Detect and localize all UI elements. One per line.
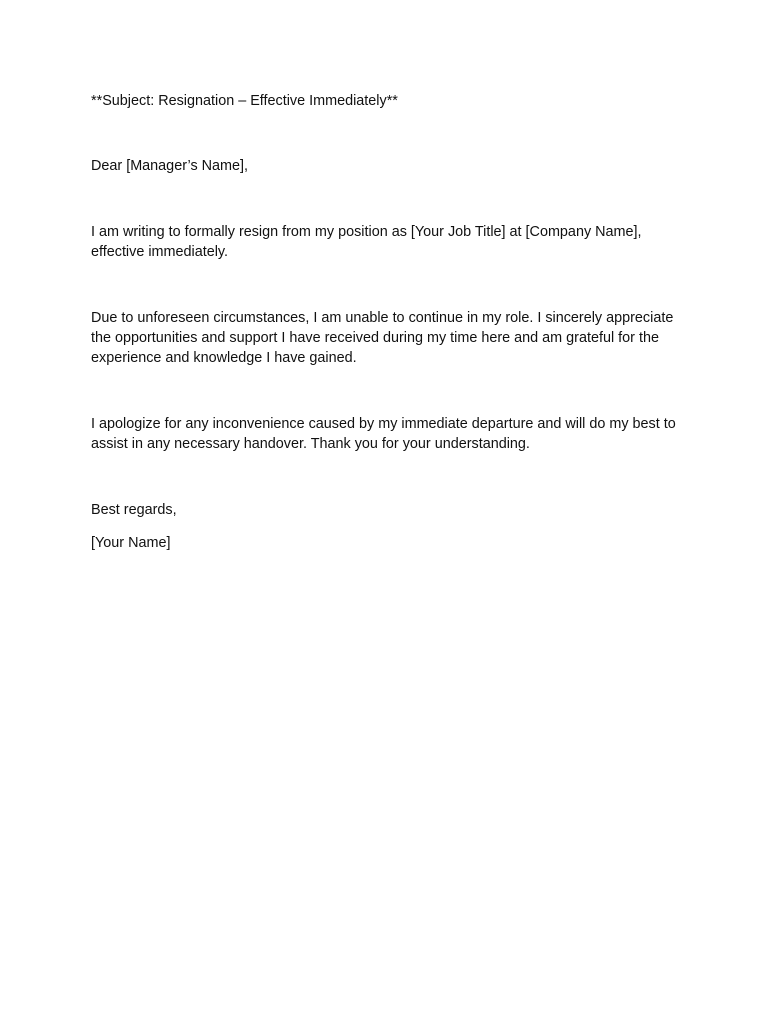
closing-line: Best regards, (91, 502, 177, 518)
paragraph-line: I am writing to formally resign from my position as [Your Job Title] at [Company Name], (91, 224, 642, 240)
paragraph-line: effective immediately. (91, 244, 229, 260)
signature-line: [Your Name] (91, 535, 171, 551)
letter-body (91, 91, 691, 553)
paragraph-apology (91, 414, 691, 454)
paragraph-appreciation (91, 308, 691, 368)
subject-line: **Subject: Resignation – Effective Immediately** (91, 93, 398, 109)
greeting-line: Dear [Manager’s Name], (91, 158, 249, 174)
paragraph-resignation (91, 222, 691, 262)
paragraph-line: experience and knowledge I have gained. (91, 350, 357, 366)
paragraph-line: the opportunities and support I have received during my time here and am grateful for the (91, 330, 659, 346)
paragraph-line: Due to unforeseen circumstances, I am unable to continue in my role. I sincerely appreciate (91, 310, 674, 326)
paragraph-line: I apologize for any inconvenience caused by my immediate departure and will do my best to (91, 416, 676, 432)
paragraph-line: assist in any necessary handover. Thank you for your understanding. (91, 436, 530, 452)
